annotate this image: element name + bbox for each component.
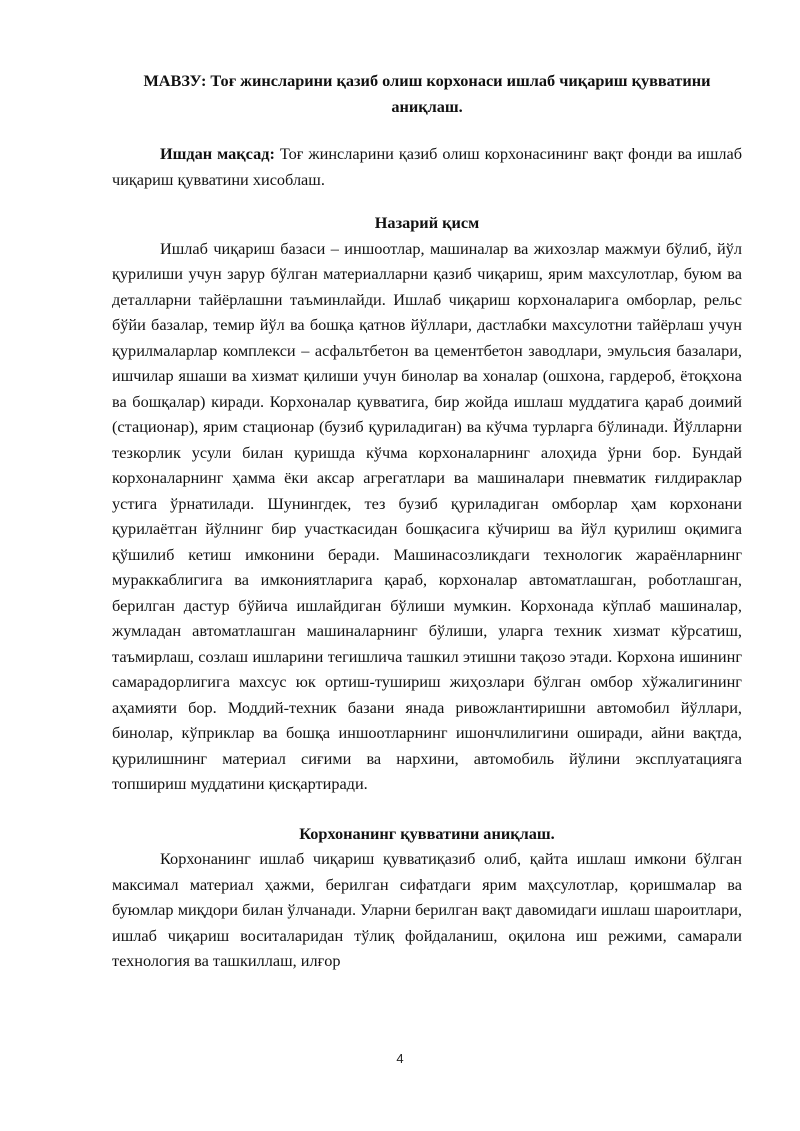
theory-paragraph: Ишлаб чиқариш базаси – иншоотлар, машиналар ва жихозлар мажмуи бўлиб, йўл қурилиши учун зарур бўлган материалларни қазиб чиқариш, ярим махсулотлар, буюм ва деталларни тайёрлашни таъминлайди. Ишлаб чиқариш корхоналарига омборлар, рельс бўйи базалар, темир йўл ва бошқа қатнов йўллари, дастлабки махсулотни тайёрлаш учун қурилмаларлар комплекси – асфальтбетон ва цементбетон заводлари, эмульсия базалари, ишчилар яшаши ва хизмат қилиши учун бинолар ва хоналар (ошхона, гардероб, ётоқхона ва бошқалар) киради. Корхоналар қувватига, бир жойда ишлаш муддатига қараб доимий (стационар), ярим стационар (бузиб қуриладиган) ва кўчма турларга бўлинади. Йўлларни тезкорлик усули билан қуришда кўчма корхоналарнинг алоҳида ўрни бор. Бундай корхоналарнинг ҳамма ёки аксар агрегатлари ва машиналари пневматик ғилдираклар устига ўрнатилади. Шунингдек, тез бузиб қуриладиган омборлар ҳам корхонани қурилаётган йўлнинг бир участкасидан бошқасига кўчириш ва йўл қурилиш оқимига қўшилиб кетиш имконини беради. Машинасозликдаги технологик жараёнларнинг мураккаблигига ва имкониятларига қараб, корхоналар автоматлашган, роботлашган, берилган дастур бўйича ишлайдиган бўлиши мумкин. Корхонада кўплаб машиналар, жумладан автоматлашган машиналарнинг бўлиши, уларга техник хизмат кўрсатиш, таъмирлаш, созлаш ишларини тегишлича ташкил этишни тақозо этади. Корхона ишининг самарадорлигига махсус юк ортиш-тушириш жиҳозлари бўлган омбор хўжалигининг аҳамияти бор. Моддий-техник базани янада ривожлантиришни автомобил йўллари, бинолар, кўприклар ва бошқа иншоотларнинг ишончлилигини оширади, айни вақтда, қурилишнинг материал сиғими ва нархини, автомобиль йўлини эксплуатацияга топшириш муддатини қисқартиради. xyxy=(112,238,742,793)
page-title: МАВЗУ: Тоғ жинсларини қазиб олиш корхонаси ишлаб чиқариш қувватини аниқлаш. xyxy=(143,71,711,116)
goal-paragraph xyxy=(112,141,742,192)
capacity-paragraph: Корхонанинг ишлаб чиқариш қувватиқазиб олиб, қайта ишлаш имкони бўлган максимал материал ҳажми, берилган сифатдаги ярим маҳсулотлар, қоришмалар ва буюмлар миқдори билан ўлчанади. Уларни берилган вақт давомидаги ишлаш шароитлари, ишлаб чиқариш воситаларидан тўлиқ фойдаланиш, оқилона иш режими, самарали технология ва ташкиллаш, илғор xyxy=(112,849,742,970)
capacity-section-heading: Корхонанинг қувватини аниқлаш. xyxy=(299,823,555,843)
goal-label: Ишдан мақсад: xyxy=(160,144,275,163)
page-number: 4 xyxy=(396,1051,404,1066)
document-page xyxy=(112,68,742,974)
theory-section-heading: Назарий қисм xyxy=(374,213,480,232)
goal-text: Тоғ жинсларини қазиб олиш корхонасининг вақт фонди ва ишлаб чиқариш қувватини хисоблаш. xyxy=(112,144,743,189)
